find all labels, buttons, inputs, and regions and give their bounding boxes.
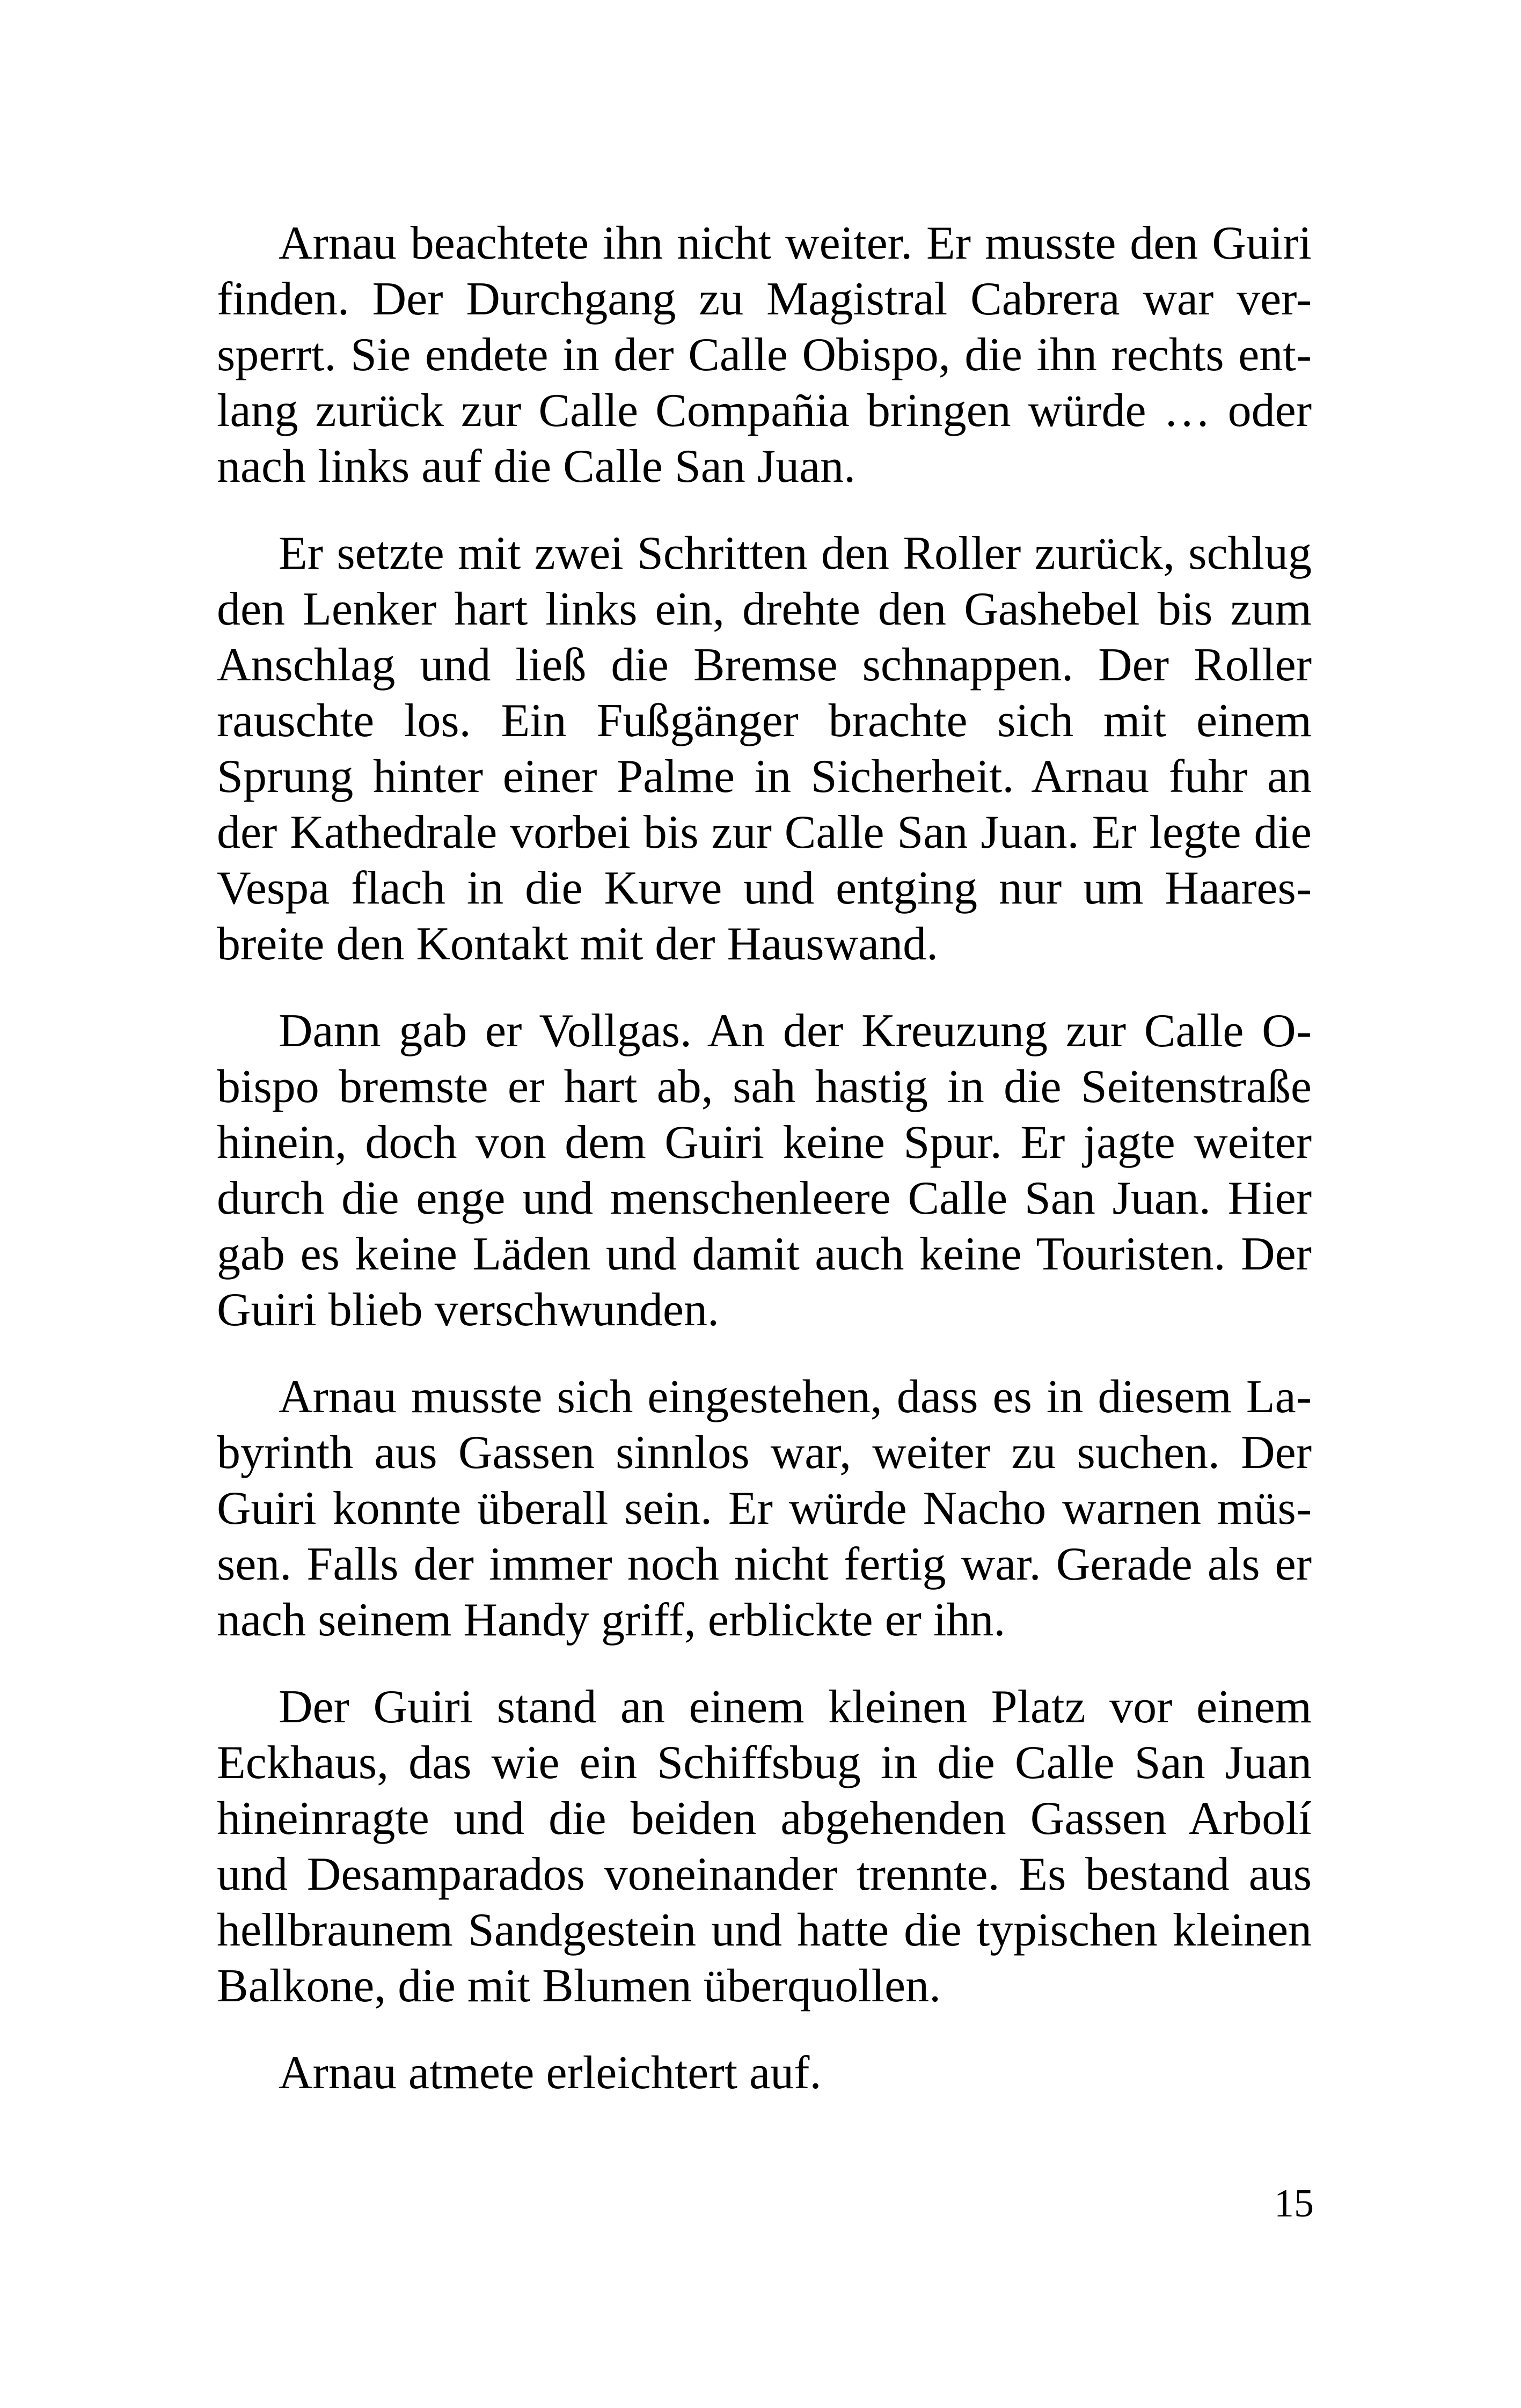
text-line: bispo bremste er hart ab, sah hastig in die Seitenstraße [217,1061,1312,1113]
text-line: breite den Kontakt mit der Hauswand. [217,918,939,970]
text-line: Arnau beachtete ihn nicht weiter. Er musste den Guiri [279,217,1312,269]
text-line: Balkone, die mit Blumen überquollen. [217,1960,941,2012]
text-line: hinein, doch von dem Guiri keine Spur. Er jagte weiter [217,1117,1312,1169]
body-text [217,216,1312,2101]
text-line: nach links auf die Calle San Juan. [217,441,856,493]
text-line: Er setzte mit zwei Schritten den Roller zurück, schlug [279,527,1312,579]
text-line: der Kathedrale vorbei bis zur Calle San Juan. Er legte die [217,806,1312,858]
paragraph [217,1003,1312,1338]
text-line: und Desamparados voneinander trennte. Es bestand aus [217,1848,1312,1900]
paragraph [217,216,1312,495]
text-line: rauschte los. Ein Fußgänger brachte sich mit einem [217,695,1312,747]
text-line: den Lenker hart links ein, drehte den Gashebel bis zum [217,583,1312,635]
text-line: Arnau atmete erleichtert auf. [279,2047,822,2099]
text-line: Guiri blieb verschwunden. [217,1284,719,1336]
text-line: Der Guiri stand an einem kleinen Platz vor einem [279,1681,1312,1733]
text-line: lang zurück zur Calle Compañia bringen würde … oder [217,385,1312,437]
paragraph [217,526,1312,972]
text-line: Anschlag und ließ die Bremse schnappen. Der Roller [217,639,1312,691]
text-line: Eckhaus, das wie ein Schiffsbug in die Calle San Juan [217,1737,1312,1789]
text-line: durch die enge und menschenleere Calle San Juan. Hier [217,1172,1312,1224]
paragraph [217,1369,1312,1648]
text-line: byrinth aus Gassen sinnlos war, weiter zu suchen. Der [217,1427,1312,1479]
text-line: Dann gab er Vollgas. An der Kreuzung zur Calle O- [279,1005,1312,1057]
text-line: sperrt. Sie endete in der Calle Obispo, die ihn rechts ent- [217,329,1312,381]
page-number: 15 [1274,2182,1314,2226]
text-line: Vespa flach in die Kurve und entging nur um Haares- [217,862,1312,914]
paragraph [217,2045,1312,2101]
text-line: gab es keine Läden und damit auch keine Touristen. Der [217,1228,1312,1280]
text-line: hineinragte und die beiden abgehenden Gassen Arbolí [217,1793,1312,1845]
text-line: Arnau musste sich eingestehen, dass es in diesem La- [279,1371,1312,1423]
text-line: nach seinem Handy griff, erblickte er ihn. [217,1594,1006,1646]
text-line: sen. Falls der immer noch nicht fertig war. Gerade als er [217,1538,1312,1590]
text-line: Guiri konnte überall sein. Er würde Nacho warnen müs- [217,1482,1312,1535]
text-line: Sprung hinter einer Palme in Sicherheit. Arnau fuhr an [217,751,1312,803]
text-line: hellbraunem Sandgestein und hatte die typischen kleinen [217,1904,1312,1956]
paragraph [217,1679,1312,2014]
text-line: finden. Der Durchgang zu Magistral Cabrera war ver- [217,273,1312,325]
